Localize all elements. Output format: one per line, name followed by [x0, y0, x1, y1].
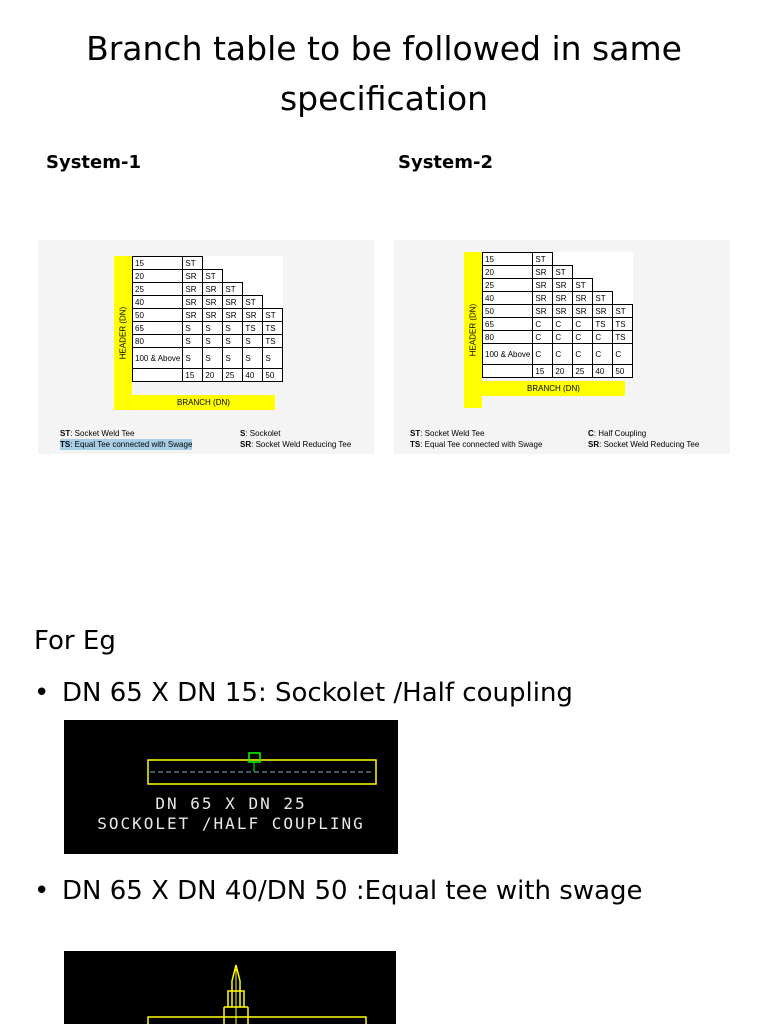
table-row	[483, 305, 633, 318]
fitting-cell: SR	[223, 296, 243, 309]
fitting-cell: SR	[243, 309, 263, 322]
fitting-cell: TS	[593, 318, 613, 331]
branch-size-row	[133, 369, 283, 382]
branch-size-row	[483, 365, 633, 378]
legend-item: SR: Socket Weld Reducing Tee	[240, 440, 352, 449]
header-size-cell: 80	[133, 335, 183, 348]
empty-cell	[203, 257, 223, 270]
header-axis-label: HEADER (DN)	[468, 303, 478, 357]
fitting-cell: ST	[533, 253, 553, 266]
fitting-cell: C	[553, 318, 573, 331]
branch-size-cell: 15	[533, 365, 553, 378]
header-size-cell: 25	[483, 279, 533, 292]
cad-label-type: SOCKOLET /HALF COUPLING	[97, 814, 365, 833]
cad-label-size: DN 65 X DN 25	[155, 794, 307, 813]
fitting-cell: C	[533, 344, 553, 365]
branch-table	[482, 252, 633, 378]
table-row	[133, 322, 283, 335]
cad-drawing-equal-tee	[64, 951, 396, 1024]
branch-size-cell: 50	[263, 369, 283, 382]
table-row	[483, 266, 633, 279]
table-row	[133, 296, 283, 309]
empty-cell	[553, 253, 573, 266]
fitting-cell: ST	[223, 283, 243, 296]
table-row	[133, 257, 283, 270]
fitting-cell: ST	[203, 270, 223, 283]
branch-axis-label: BRANCH (DN)	[177, 398, 230, 407]
fitting-cell: SR	[553, 292, 573, 305]
fitting-cell: C	[573, 318, 593, 331]
empty-cell	[263, 296, 283, 309]
empty-cell	[613, 266, 633, 279]
fitting-cell: ST	[553, 266, 573, 279]
fitting-cell: SR	[183, 296, 203, 309]
fitting-cell: S	[223, 335, 243, 348]
empty-cell	[613, 279, 633, 292]
fitting-cell: SR	[203, 309, 223, 322]
header-size-cell: 20	[483, 266, 533, 279]
fitting-cell: SR	[183, 283, 203, 296]
fitting-cell: C	[553, 331, 573, 344]
corner-cell	[133, 369, 183, 382]
fitting-cell: SR	[553, 279, 573, 292]
fitting-cell: C	[593, 344, 613, 365]
empty-cell	[593, 279, 613, 292]
fitting-cell: S	[183, 348, 203, 369]
header-size-cell: 100 & Above	[483, 344, 533, 365]
fitting-cell: S	[203, 335, 223, 348]
cad-pipe-graphic	[64, 720, 398, 854]
table-row	[483, 292, 633, 305]
table-row	[133, 309, 283, 322]
header-axis-label: HEADER (DN)	[118, 306, 128, 360]
fitting-cell: SR	[183, 309, 203, 322]
system-1-label: System-1	[46, 152, 141, 173]
header-axis-bar	[464, 252, 482, 408]
fitting-cell: SR	[533, 292, 553, 305]
legend-item: S: Sockolet	[240, 429, 281, 438]
header-size-cell: 25	[133, 283, 183, 296]
empty-cell	[573, 266, 593, 279]
legend-item: C: Half Coupling	[588, 429, 647, 438]
legend-item: ST: Socket Weld Tee	[410, 429, 485, 438]
legend-item: TS: Equal Tee connected with Swage	[410, 440, 543, 449]
header-size-cell: 65	[483, 318, 533, 331]
system-1-panel	[38, 240, 374, 454]
fitting-cell: S	[183, 335, 203, 348]
branch-size-cell: 20	[203, 369, 223, 382]
fitting-cell: S	[183, 322, 203, 335]
fitting-cell: S	[243, 348, 263, 369]
system-2-panel	[394, 240, 730, 454]
table-row	[483, 279, 633, 292]
header-size-cell: 20	[133, 270, 183, 283]
table-row	[483, 253, 633, 266]
branch-axis-bar	[482, 381, 625, 396]
empty-cell	[613, 292, 633, 305]
header-size-cell: 40	[133, 296, 183, 309]
fitting-cell: S	[223, 348, 243, 369]
fitting-cell: ST	[183, 257, 203, 270]
cad-tee-graphic	[64, 951, 396, 1024]
branch-size-cell: 25	[223, 369, 243, 382]
fitting-cell: TS	[613, 331, 633, 344]
branch-axis-label: BRANCH (DN)	[527, 384, 580, 393]
fitting-cell: C	[613, 344, 633, 365]
empty-cell	[243, 257, 263, 270]
fitting-cell: C	[573, 344, 593, 365]
header-size-cell: 50	[483, 305, 533, 318]
fitting-cell: SR	[203, 283, 223, 296]
fitting-cell: SR	[573, 305, 593, 318]
branch-size-cell: 20	[553, 365, 573, 378]
fitting-cell: C	[553, 344, 573, 365]
branch-table	[132, 256, 283, 382]
fitting-cell: ST	[243, 296, 263, 309]
branch-size-cell: 15	[183, 369, 203, 382]
header-axis-bar	[114, 256, 132, 410]
fitting-cell: C	[593, 331, 613, 344]
header-size-cell: 15	[133, 257, 183, 270]
example-bullet: • DN 65 X DN 15: Sockolet /Half coupling	[34, 678, 573, 708]
empty-cell	[613, 253, 633, 266]
fitting-cell: ST	[573, 279, 593, 292]
table-row	[133, 270, 283, 283]
empty-cell	[243, 283, 263, 296]
fitting-cell: TS	[263, 322, 283, 335]
fitting-cell: S	[243, 335, 263, 348]
table-row	[483, 344, 633, 365]
empty-cell	[573, 253, 593, 266]
fitting-cell: SR	[553, 305, 573, 318]
corner-cell	[483, 365, 533, 378]
system-2-label: System-2	[398, 152, 493, 173]
bullet-dot: •	[34, 678, 50, 708]
page-title: Branch table to be followed in same specification	[86, 29, 682, 118]
header-size-cell: 65	[133, 322, 183, 335]
fitting-cell: TS	[613, 318, 633, 331]
fitting-cell: S	[203, 348, 223, 369]
branch-size-cell: 40	[243, 369, 263, 382]
table-row	[133, 283, 283, 296]
fitting-cell: SR	[183, 270, 203, 283]
fitting-cell: SR	[533, 305, 553, 318]
fitting-cell: S	[263, 348, 283, 369]
fitting-cell: SR	[573, 292, 593, 305]
header-size-cell: 50	[133, 309, 183, 322]
fitting-cell: SR	[533, 279, 553, 292]
fitting-cell: SR	[593, 305, 613, 318]
empty-cell	[223, 270, 243, 283]
branch-size-cell: 40	[593, 365, 613, 378]
fitting-cell: ST	[593, 292, 613, 305]
fitting-cell: SR	[203, 296, 223, 309]
fitting-cell: C	[533, 318, 553, 331]
empty-cell	[593, 253, 613, 266]
empty-cell	[263, 270, 283, 283]
fitting-cell: SR	[223, 309, 243, 322]
fitting-cell: TS	[243, 322, 263, 335]
fitting-cell: C	[533, 331, 553, 344]
empty-cell	[593, 266, 613, 279]
branch-size-cell: 50	[613, 365, 633, 378]
empty-cell	[263, 257, 283, 270]
header-size-cell: 80	[483, 331, 533, 344]
empty-cell	[243, 270, 263, 283]
fitting-cell: TS	[263, 335, 283, 348]
empty-cell	[263, 283, 283, 296]
legend-item-highlighted: TS: Equal Tee connected with Swage	[60, 440, 193, 449]
table-row	[133, 348, 283, 369]
table-row	[483, 331, 633, 344]
branch-axis-bar	[132, 395, 275, 410]
table-row	[483, 318, 633, 331]
bullet-dot: •	[34, 876, 50, 906]
fitting-cell: S	[203, 322, 223, 335]
legend-item: SR: Socket Weld Reducing Tee	[588, 440, 700, 449]
fitting-cell: C	[573, 331, 593, 344]
header-size-cell: 100 & Above	[133, 348, 183, 369]
fitting-cell: ST	[613, 305, 633, 318]
table-row	[133, 335, 283, 348]
branch-size-cell: 25	[573, 365, 593, 378]
header-size-cell: 40	[483, 292, 533, 305]
for-eg-heading: For Eg	[34, 626, 116, 656]
cad-drawing-sockolet	[64, 720, 398, 854]
empty-cell	[223, 257, 243, 270]
legend-item: ST: Socket Weld Tee	[60, 429, 135, 438]
fitting-cell: S	[223, 322, 243, 335]
fitting-cell: ST	[263, 309, 283, 322]
fitting-cell: SR	[533, 266, 553, 279]
header-size-cell: 15	[483, 253, 533, 266]
example-bullet: • DN 65 X DN 40/DN 50 :Equal tee with swage	[34, 876, 643, 906]
